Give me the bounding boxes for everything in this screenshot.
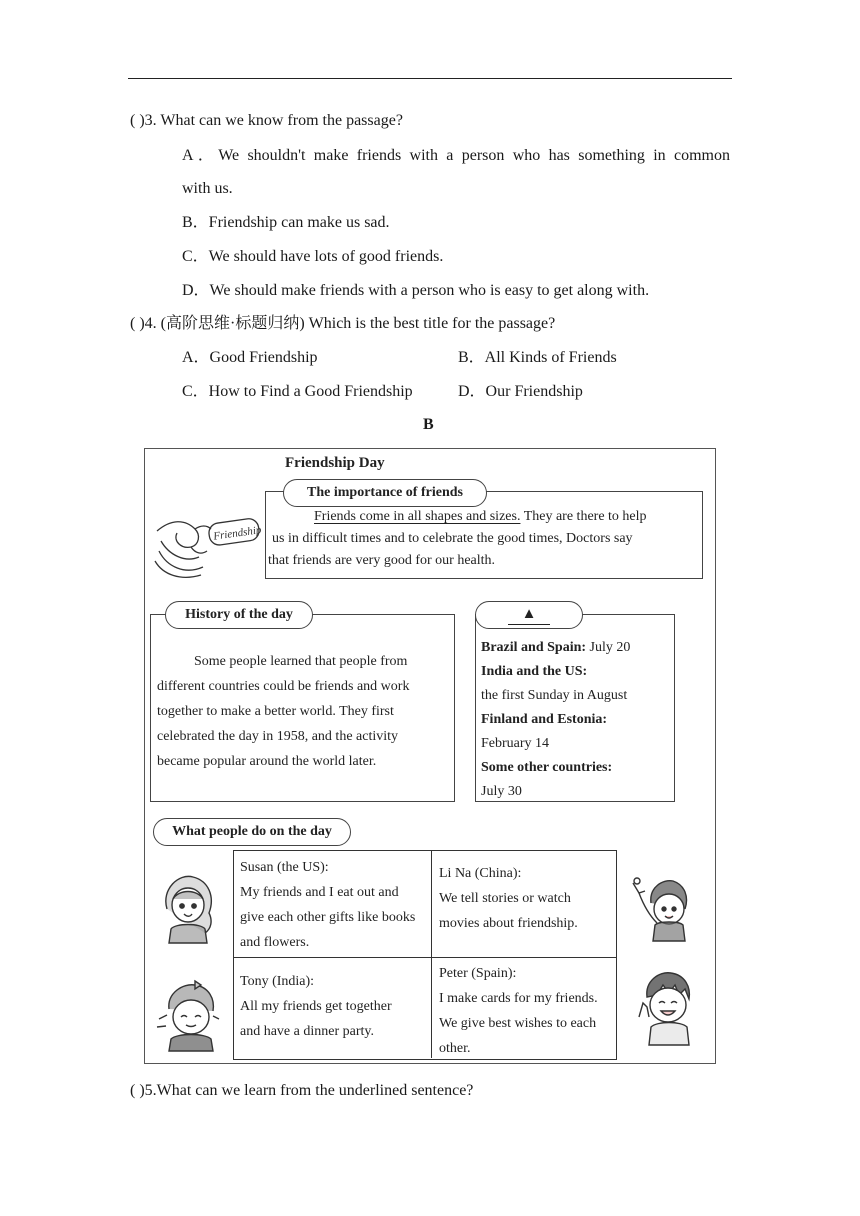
- lina-line-1: We tell stories or watch: [439, 891, 571, 906]
- importance-heading: The importance of friends: [283, 479, 487, 507]
- question-3-option-a: [182, 139, 730, 205]
- date-entry-2: India and the US:: [481, 664, 588, 679]
- poster-title: Friendship Day: [285, 455, 385, 471]
- bracelet-label: Friendship: [212, 524, 263, 543]
- table-vdivider: [431, 851, 432, 1058]
- date-entry-6: Some other countries:: [481, 760, 613, 775]
- history-box: [150, 614, 455, 802]
- date-entry-4: Finland and Estonia:: [481, 712, 608, 727]
- option-a-line1: A．We shouldn't make friends with a person who has something in common: [182, 147, 730, 164]
- tony-avatar-icon: [155, 979, 227, 1053]
- history-line-5: became popular around the world later.: [157, 754, 377, 769]
- header-rule: [128, 78, 732, 79]
- option-a-line2: with us.: [182, 180, 233, 197]
- question-3-option-b: B．Friendship can make us sad.: [182, 214, 390, 231]
- friendship-bracelet-illustration: [151, 511, 263, 583]
- tony-name: Tony (India):: [240, 974, 315, 989]
- susan-line-2: give each other gifts like books: [240, 910, 416, 925]
- peter-line-3: other.: [439, 1041, 471, 1056]
- section-label: B: [423, 416, 434, 433]
- question-3-option-c: C．We should have lots of good friends.: [182, 248, 444, 265]
- susan-line-3: and flowers.: [240, 935, 310, 950]
- cell-peter: [433, 957, 616, 1065]
- history-line-3: together to make a better world. They first: [157, 704, 394, 719]
- susan-avatar-icon: [157, 871, 219, 945]
- peter-avatar-icon: [635, 967, 699, 1047]
- cell-lina: [433, 857, 616, 940]
- cell-tony: [234, 965, 431, 1048]
- cell-susan: [234, 851, 431, 959]
- history-line-1: Some people learned that people from: [194, 654, 408, 669]
- date-entry-1: Brazil and Spain: July 20: [481, 640, 631, 655]
- question-3-option-d: D．We should make friends with a person who is easy to get along with.: [182, 282, 650, 299]
- susan-line-1: My friends and I eat out and: [240, 885, 399, 900]
- lina-line-2: movies about friendship.: [439, 916, 578, 931]
- history-line-2: different countries could be friends and work: [157, 679, 410, 694]
- peter-line-2: We give best wishes to each: [439, 1016, 597, 1031]
- dates-heading: [475, 601, 583, 629]
- question-4-option-c: C．How to Find a Good Friendship: [182, 383, 413, 400]
- importance-line1: [314, 506, 647, 528]
- history-heading: History of the day: [165, 601, 313, 629]
- dates-box: [475, 614, 675, 802]
- date-entry-3: the first Sunday in August: [481, 688, 628, 703]
- people-heading: What people do on the day: [153, 818, 351, 846]
- importance-line1-rest: They are there to help: [520, 509, 647, 524]
- lina-avatar-icon: [629, 873, 699, 943]
- history-line-4: celebrated the day in 1958, and the activity: [157, 729, 399, 744]
- underlined-sentence: Friends come in all shapes and sizes.: [314, 509, 521, 524]
- importance-line2: us in difficult times and to celebrate the good times, Doctors say: [272, 531, 633, 546]
- date-entry-7: July 30: [481, 784, 522, 799]
- peter-line-1: I make cards for my friends.: [439, 991, 598, 1006]
- tony-line-1: All my friends get together: [240, 999, 392, 1014]
- date-entry-5: February 14: [481, 736, 550, 751]
- lina-name: Li Na (China):: [439, 866, 522, 881]
- importance-line3: that friends are very good for our health.: [268, 553, 496, 568]
- susan-name: Susan (the US):: [240, 860, 329, 875]
- question-4-option-b: B．All Kinds of Friends: [458, 349, 617, 366]
- activities-table: [233, 850, 617, 1060]
- question-3-stem: ( )3. What can we know from the passage?: [130, 112, 403, 129]
- peter-name: Peter (Spain):: [439, 966, 517, 981]
- question-4-stem: ( )4. (高阶思维·标题归纳) Which is the best title for the passage?: [130, 315, 556, 332]
- question-5-stem: ( )5.What can we learn from the underlined sentence?: [130, 1082, 474, 1099]
- question-4-option-d: D．Our Friendship: [458, 383, 583, 400]
- question-4-option-a: A．Good Friendship: [182, 349, 318, 366]
- friendship-day-poster: [144, 448, 716, 1064]
- triangle-marker: ▲: [508, 604, 551, 625]
- dates-list: [481, 637, 673, 805]
- tony-line-2: and have a dinner party.: [240, 1024, 374, 1039]
